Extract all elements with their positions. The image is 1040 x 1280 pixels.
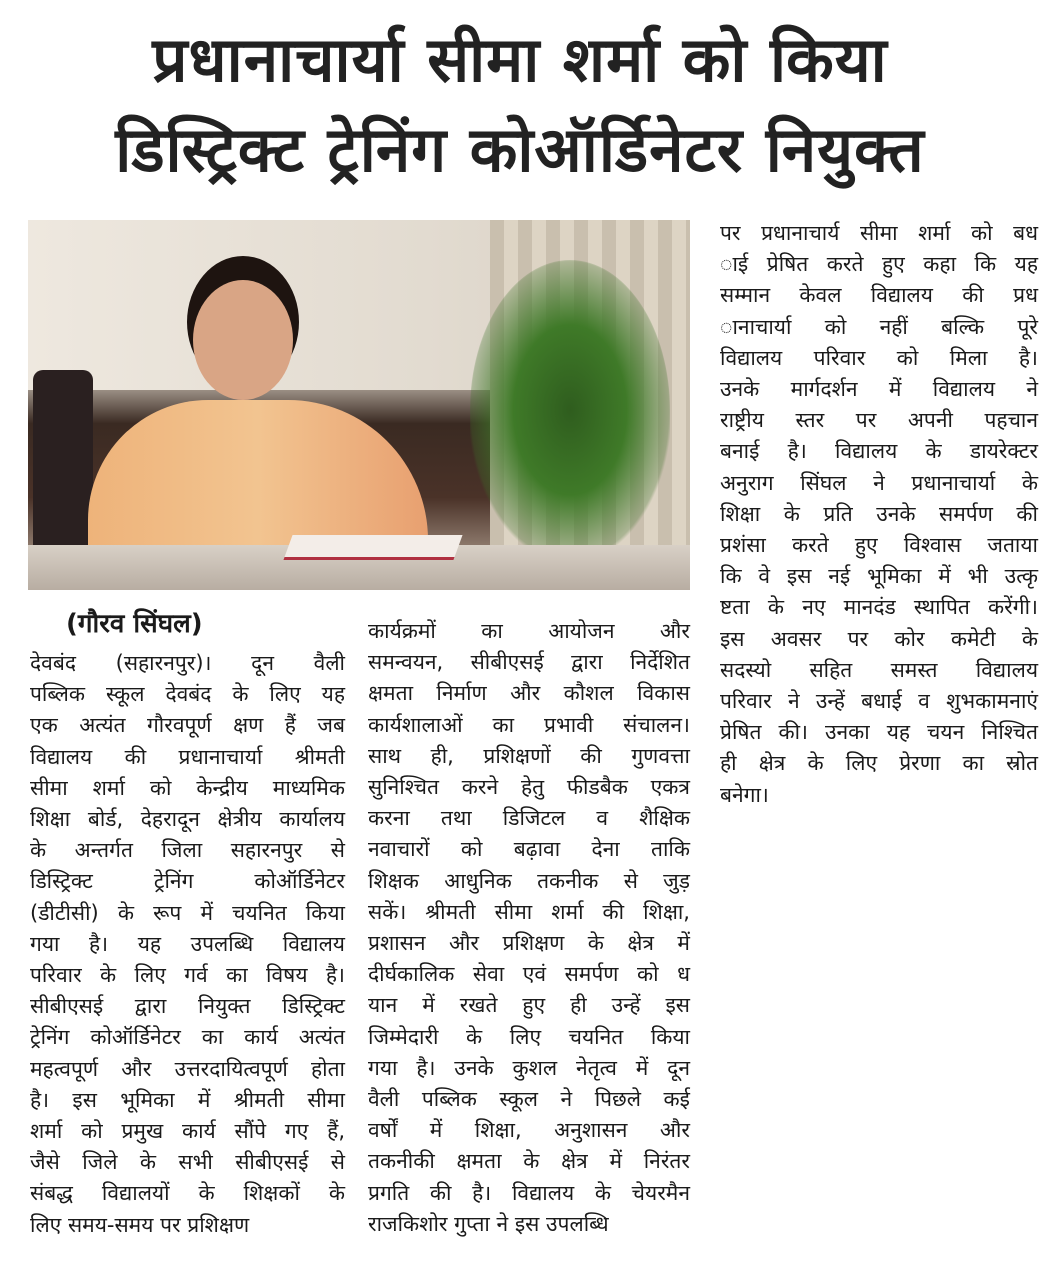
article-line: तकनीकी क्षमता के क्षेत्र में निरंतर <box>368 1149 690 1174</box>
article-line: के अन्तर्गत जिला सहारनपुर से <box>30 838 345 863</box>
article-line: राष्ट्रीय स्तर पर अपनी पहचान <box>720 408 1038 433</box>
article-line: परिवार के लिए गर्व का विषय है। <box>30 963 345 988</box>
article-line: पब्लिक स्कूल देवबंद के लिए यह <box>30 682 345 707</box>
article-line: शिक्षक आधुनिक तकनीक से जुड़ <box>368 868 690 893</box>
article-line: विद्यालय परिवार को मिला है। <box>720 345 1038 370</box>
article-line: करना तथा डिजिटल व शैक्षिक <box>368 806 690 831</box>
photo-person-head <box>193 280 293 400</box>
article-line: राजकिशोर गुप्ता ने इस उपलब्धि <box>368 1211 609 1236</box>
article-line: महत्वपूर्ण और उत्तरदायित्वपूर्ण होता <box>30 1056 345 1081</box>
article-line: बनेगा। <box>720 782 769 807</box>
article-line: डिस्ट्रिक्ट ट्रेनिंग कोऑर्डिनेटर <box>30 869 345 894</box>
article-line: संबद्ध विद्यालयों के शिक्षकों के <box>30 1181 345 1206</box>
article-line: प्रेषित की। उनका यह चयन निश्चित <box>720 720 1038 745</box>
article-line: यान में रखते हुए ही उन्हें इस <box>368 993 690 1018</box>
article-line: शिक्षा के प्रति उनके समर्पण की <box>720 501 1038 526</box>
article-line: परिवार ने उन्हें बधाई व शुभकामनाएं <box>720 689 1038 714</box>
article-line: साथ ही, प्रशिक्षणों की गुणवत्ता <box>368 743 690 768</box>
article-line: वर्षों में शिक्षा, अनुशासन और <box>368 1118 690 1143</box>
article-column-2 <box>368 616 690 1240</box>
article-line: देवबंद (सहारनपुर)। दून वैली <box>30 651 345 675</box>
article-line: शर्मा को प्रमुख कार्य सौंपे गए हैं, <box>30 1119 345 1144</box>
article-line: प्रशंसा करते हुए विश्वास जताया <box>720 533 1038 558</box>
article-column-3 <box>720 218 1038 811</box>
article-line: सदस्यो सहित समस्त विद्यालय <box>720 657 1038 682</box>
article-line: ष्टता के नए मानदंड स्थापित करेंगी। <box>720 595 1038 620</box>
article-line: सुनिश्चित करने हेतु फीडबैक एकत्र <box>368 775 690 800</box>
article-line: विद्यालय की प्रधानाचार्या श्रीमती <box>30 744 345 769</box>
article-column-1 <box>30 648 345 1241</box>
photo-plant <box>470 260 670 560</box>
article-line: उनके मार्गदर्शन में विद्यालय ने <box>720 377 1038 402</box>
article-line: दीर्घकालिक सेवा एवं समर्पण को ध <box>368 962 690 987</box>
article-line: इस अवसर पर कोर कमेटी के <box>720 626 1038 651</box>
article-line: कार्यक्रमों का आयोजन और <box>368 619 690 643</box>
article-line: बनाई है। विद्यालय के डायरेक्टर <box>720 439 1038 464</box>
article-line: नवाचारों को बढ़ावा देना ताकि <box>368 837 690 862</box>
article-line: जैसे जिले के सभी सीबीएसई से <box>30 1150 345 1175</box>
article-line: पर प्रधानाचार्य सीमा शर्मा को बध <box>720 221 1038 245</box>
article-line: ानाचार्या को नहीं बल्कि पूरे <box>720 314 1038 339</box>
article-line: गया है। यह उपलब्धि विद्यालय <box>30 931 345 956</box>
article-line: ट्रेनिंग कोऑर्डिनेटर का कार्य अत्यंत <box>30 1025 345 1050</box>
headline-line-1: प्रधानाचार्या सीमा शर्मा को किया <box>152 23 888 96</box>
byline: (गौरव सिंघल) <box>66 609 203 639</box>
article-line: वैली पब्लिक स्कूल ने पिछले कई <box>368 1087 690 1112</box>
article-line: सीबीएसई द्वारा नियुक्त डिस्ट्रिक्ट <box>30 994 345 1019</box>
article-line: सम्मान केवल विद्यालय की प्रध <box>720 283 1038 308</box>
article-line: जिम्मेदारी के लिए चयनित किया <box>368 1024 690 1049</box>
article-line: सीमा शर्मा को केन्द्रीय माध्यमिक <box>30 775 345 800</box>
article-line: (डीटीसी) के रूप में चयनित किया <box>30 900 345 925</box>
article-line: समन्वयन, सीबीएसई द्वारा निर्देशित <box>368 650 690 675</box>
article-line: गया है। उनके कुशल नेतृत्व में दून <box>368 1055 690 1080</box>
article-line: लिए समय-समय पर प्रशिक्षण <box>30 1212 250 1237</box>
article-line: कि वे इस नई भूमिका में भी उत्कृ <box>720 564 1038 589</box>
article-line: प्रशासन और प्रशिक्षण के क्षेत्र में <box>368 931 690 956</box>
article-line: ही क्षेत्र के लिए प्रेरणा का स्रोत <box>720 751 1038 776</box>
article-line: अनुराग सिंघल ने प्रधानाचार्या के <box>720 470 1038 495</box>
article-line: एक अत्यंत गौरवपूर्ण क्षण हैं जब <box>30 713 345 738</box>
principal-photo <box>28 220 690 590</box>
headline-line-2: डिस्ट्रिक्ट ट्रेनिंग कोऑर्डिनेटर नियुक्त <box>115 113 925 186</box>
article-line: सकें। श्रीमती सीमा शर्मा की शिक्षा, <box>368 899 690 924</box>
article-line: कार्यशालाओं का प्रभावी संचालन। <box>368 712 690 737</box>
article-line: क्षमता निर्माण और कौशल विकास <box>368 681 690 706</box>
photo-paper <box>283 535 462 560</box>
article-line: है। इस भूमिका में श्रीमती सीमा <box>30 1087 345 1112</box>
article-line: प्रगति की है। विद्यालय के चेयरमैन <box>368 1180 690 1205</box>
article-line: ाई प्रेषित करते हुए कहा कि यह <box>720 252 1038 277</box>
article-line: शिक्षा बोर्ड, देहरादून क्षेत्रीय कार्यालय <box>30 807 345 832</box>
